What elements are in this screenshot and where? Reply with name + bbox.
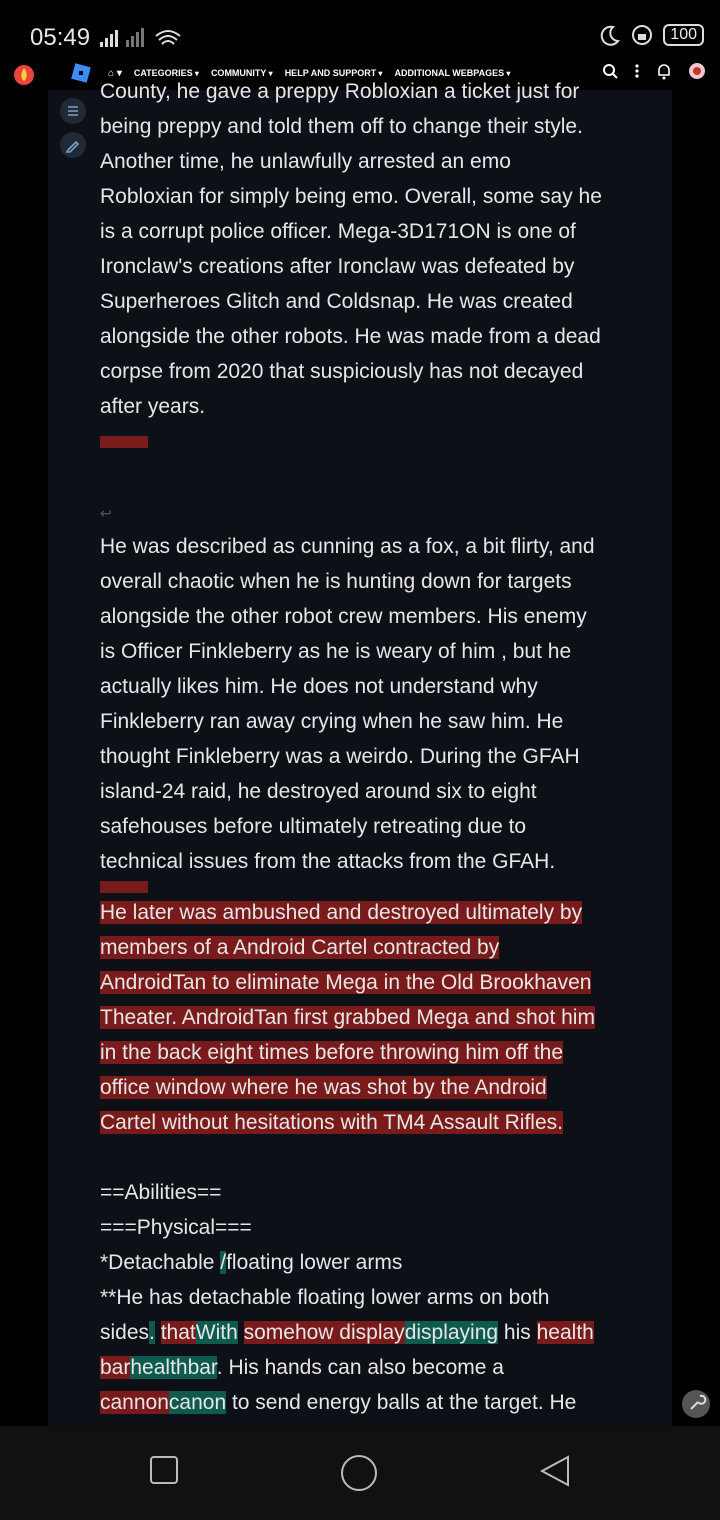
text-line: overall chaotic when he is hunting down for targets <box>100 570 572 593</box>
nav-community[interactable]: COMMUNITY ▾ <box>211 68 273 78</box>
list-view-icon[interactable] <box>60 98 86 124</box>
diff-line: cannoncanon to send energy balls at the target. He <box>100 1391 577 1414</box>
text-line: He was described as cunning as a fox, a bit flirty, and <box>100 535 595 558</box>
recent-apps-icon[interactable] <box>148 1454 180 1486</box>
text-line: corpse from 2020 that suspiciously has not decayed <box>100 360 584 383</box>
removed-text: that <box>160 1321 196 1344</box>
heading-physical: ===Physical=== <box>100 1216 252 1239</box>
android-nav-bar <box>0 1426 720 1520</box>
removed-line: in the back eight times before throwing him off the <box>100 1041 564 1064</box>
removed-line: members of a Android Cartel contracted by <box>100 936 500 959</box>
back-icon[interactable] <box>538 1454 572 1488</box>
text-line: safehouses before ultimately retreating due to <box>100 815 527 838</box>
removed-text: somehow display <box>243 1321 405 1344</box>
roblox-logo-icon[interactable] <box>70 62 92 84</box>
avatar[interactable] <box>688 62 706 80</box>
diff-line: sides. thatWith somehow displaydisplaying his health <box>100 1321 594 1344</box>
diff-line: barhealthbar. His hands can also become a <box>100 1356 504 1379</box>
heading-abilities: ==Abilities== <box>100 1181 222 1204</box>
return-arrow-icon: ↩ <box>100 505 112 521</box>
removed-marker <box>100 436 148 448</box>
diff-text <box>100 74 670 1455</box>
lock-circle-icon <box>631 24 653 46</box>
text-line: thought Finkleberry was a weirdo. During the GFAH <box>100 745 580 768</box>
text-line: after years. <box>100 395 206 418</box>
text-line: is Officer Finkleberry as he is weary of him , but he <box>100 640 572 663</box>
text-line: **He has detachable floating lower arms on both <box>100 1286 550 1309</box>
added-text: / <box>220 1251 227 1274</box>
text-line: is a corrupt police officer. Mega-3D171ON is one of <box>100 220 576 243</box>
battery-icon: 100 <box>663 24 704 46</box>
removed-text: cannon <box>100 1391 169 1414</box>
text-line: Robloxian for simply being emo. Overall, some say he <box>100 185 602 208</box>
added-text: displaying <box>404 1321 499 1344</box>
home-menu-icon[interactable]: ⌂ ▾ <box>108 67 122 79</box>
added-text: With <box>195 1321 238 1344</box>
removed-line: Cartel without hesitations with TM4 Assault Rifles. <box>100 1111 563 1134</box>
text-line: alongside the other robots. He was made from a dead <box>100 325 601 348</box>
nav-additional-webpages[interactable]: ADDITIONAL WEBPAGES ▾ <box>394 68 510 78</box>
status-bar <box>0 0 720 56</box>
text-line: actually likes him. He does not understand why <box>100 675 538 698</box>
nav-help-support[interactable]: HELP AND SUPPORT ▾ <box>285 68 383 78</box>
flame-app-icon[interactable] <box>13 64 35 86</box>
removed-line: office window where he was shot by the Android <box>100 1076 547 1099</box>
added-text: . <box>149 1321 155 1344</box>
wrench-icon[interactable] <box>682 1390 710 1418</box>
bullet-line: *Detachable /floating lower arms <box>100 1251 403 1274</box>
added-text: canon <box>168 1391 227 1414</box>
text-line: island-24 raid, he destroyed around six to eight <box>100 780 537 803</box>
home-icon[interactable] <box>340 1454 378 1492</box>
nav-categories[interactable]: CATEGORIES ▾ <box>134 68 199 78</box>
removed-line: Theater. AndroidTan first grabbed Mega and shot him <box>100 1006 595 1029</box>
removed-line: He later was ambushed and destroyed ultimately by <box>100 901 583 924</box>
text-line: being preppy and told them off to change their style. <box>100 115 583 138</box>
moon-icon <box>599 24 621 46</box>
text-line: Finkleberry ran away crying when he saw him. He <box>100 710 564 733</box>
text-line: Ironclaw's creations after Ironclaw was defeated by <box>100 255 575 278</box>
clock: 05:49 <box>30 24 91 51</box>
added-text: healthbar <box>130 1356 217 1379</box>
edit-pencil-icon[interactable] <box>60 132 86 158</box>
text-line: County, he gave a preppy Robloxian a ticket just for <box>100 80 580 103</box>
right-gutter <box>672 90 720 1426</box>
removed-marker <box>100 881 148 893</box>
text-line: Superheroes Glitch and Coldsnap. He was created <box>100 290 573 313</box>
text-line: Another time, he unlawfully arrested an emo <box>100 150 511 173</box>
app-sidebar-strip <box>0 56 48 1426</box>
editor-content <box>48 80 672 1426</box>
removed-text: bar <box>100 1356 131 1379</box>
text-line: technical issues from the attacks from the GFAH. <box>100 850 556 873</box>
removed-text: health <box>536 1321 594 1344</box>
text-line: alongside the other robot crew members. His enemy <box>100 605 587 628</box>
signal-icon <box>100 26 180 50</box>
removed-line: AndroidTan to eliminate Mega in the Old Brookhaven <box>100 971 592 994</box>
